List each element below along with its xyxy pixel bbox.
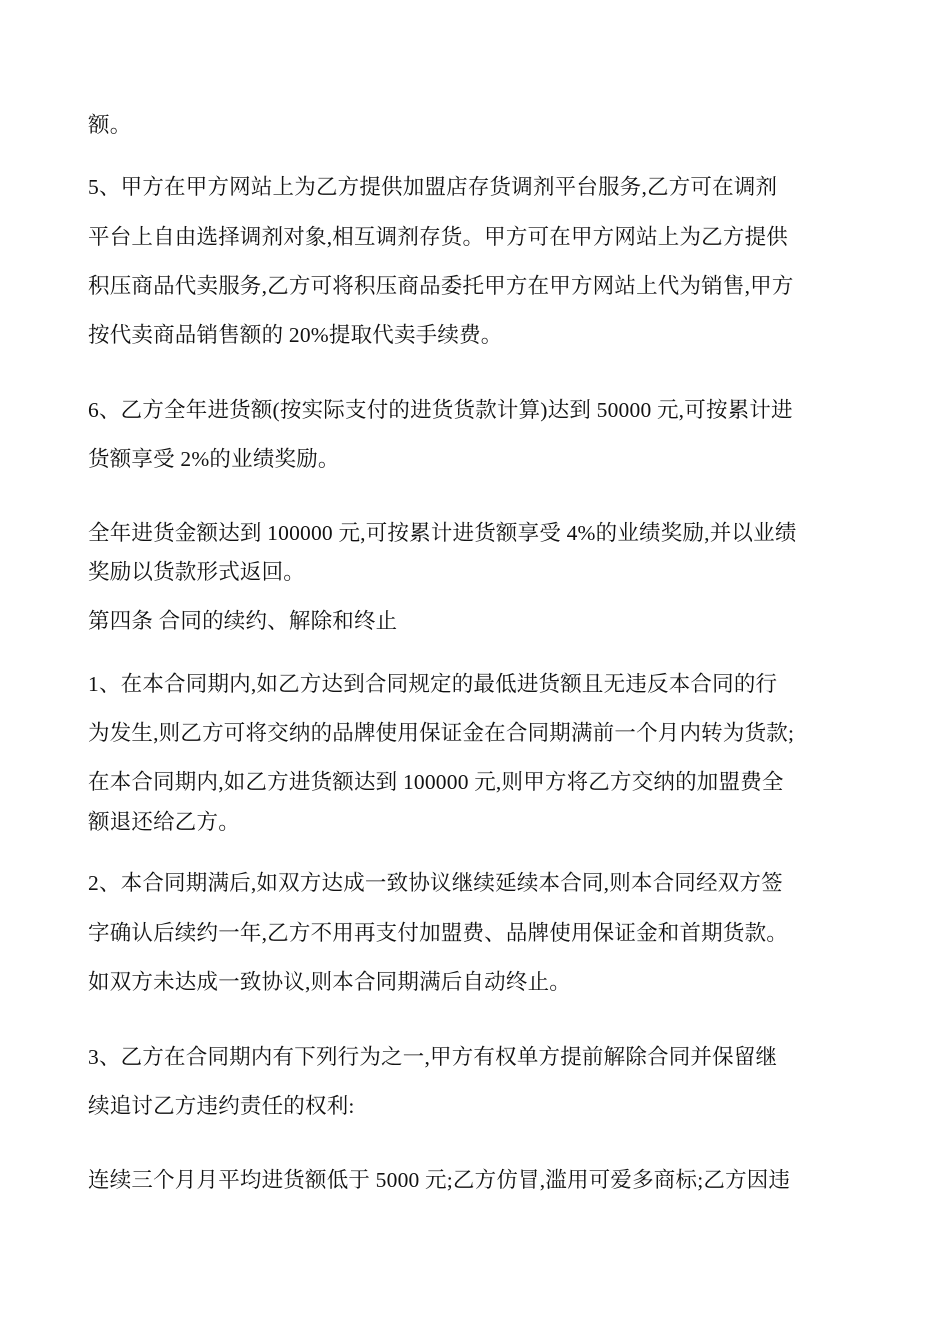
text-line: 如双方未达成一致协议,则本合同期满后自动终止。 <box>88 970 571 994</box>
text-line: 奖励以货款形式返回。 <box>88 560 306 584</box>
text-line: 连续三个月月平均进货额低于 5000 元;乙方仿冒,滥用可爱多商标;乙方因违 <box>88 1168 791 1192</box>
text-line: 3、乙方在合同期内有下列行为之一,甲方有权单方提前解除合同并保留继 <box>88 1045 778 1069</box>
text-line: 货额享受 2%的业绩奖励。 <box>88 447 340 471</box>
text-line: 额退还给乙方。 <box>88 810 240 834</box>
text-line: 按代卖商品销售额的 20%提取代卖手续费。 <box>88 323 503 347</box>
text-line: 字确认后续约一年,乙方不用再支付加盟费、品牌使用保证金和首期货款。 <box>88 921 788 945</box>
text-line: 额。 <box>88 113 132 137</box>
text-line: 续追讨乙方违约责任的权利: <box>88 1094 355 1118</box>
text-line: 为发生,则乙方可将交纳的品牌使用保证金在合同期满前一个月内转为货款; <box>88 721 795 745</box>
text-line: 2、本合同期满后,如双方达成一致协议继续延续本合同,则本合同经双方签 <box>88 871 783 895</box>
text-line: 在本合同期内,如乙方进货额达到 100000 元,则甲方将乙方交纳的加盟费全 <box>88 770 784 794</box>
text-line: 5、甲方在甲方网站上为乙方提供加盟店存货调剂平台服务,乙方可在调剂 <box>88 175 778 199</box>
text-line: 1、在本合同期内,如乙方达到合同规定的最低进货额且无违反本合同的行 <box>88 672 778 696</box>
text-line: 积压商品代卖服务,乙方可将积压商品委托甲方在甲方网站上代为销售,甲方 <box>88 274 794 298</box>
text-line: 6、乙方全年进货额(按实际支付的进货货款计算)达到 50000 元,可按累计进 <box>88 398 793 422</box>
section-heading: 第四条 合同的续约、解除和终止 <box>88 609 398 633</box>
text-line: 全年进货金额达到 100000 元,可按累计进货额享受 4%的业绩奖励,并以业绩 <box>88 521 797 545</box>
text-line: 平台上自由选择调剂对象,相互调剂存货。甲方可在甲方网站上为乙方提供 <box>88 225 788 249</box>
